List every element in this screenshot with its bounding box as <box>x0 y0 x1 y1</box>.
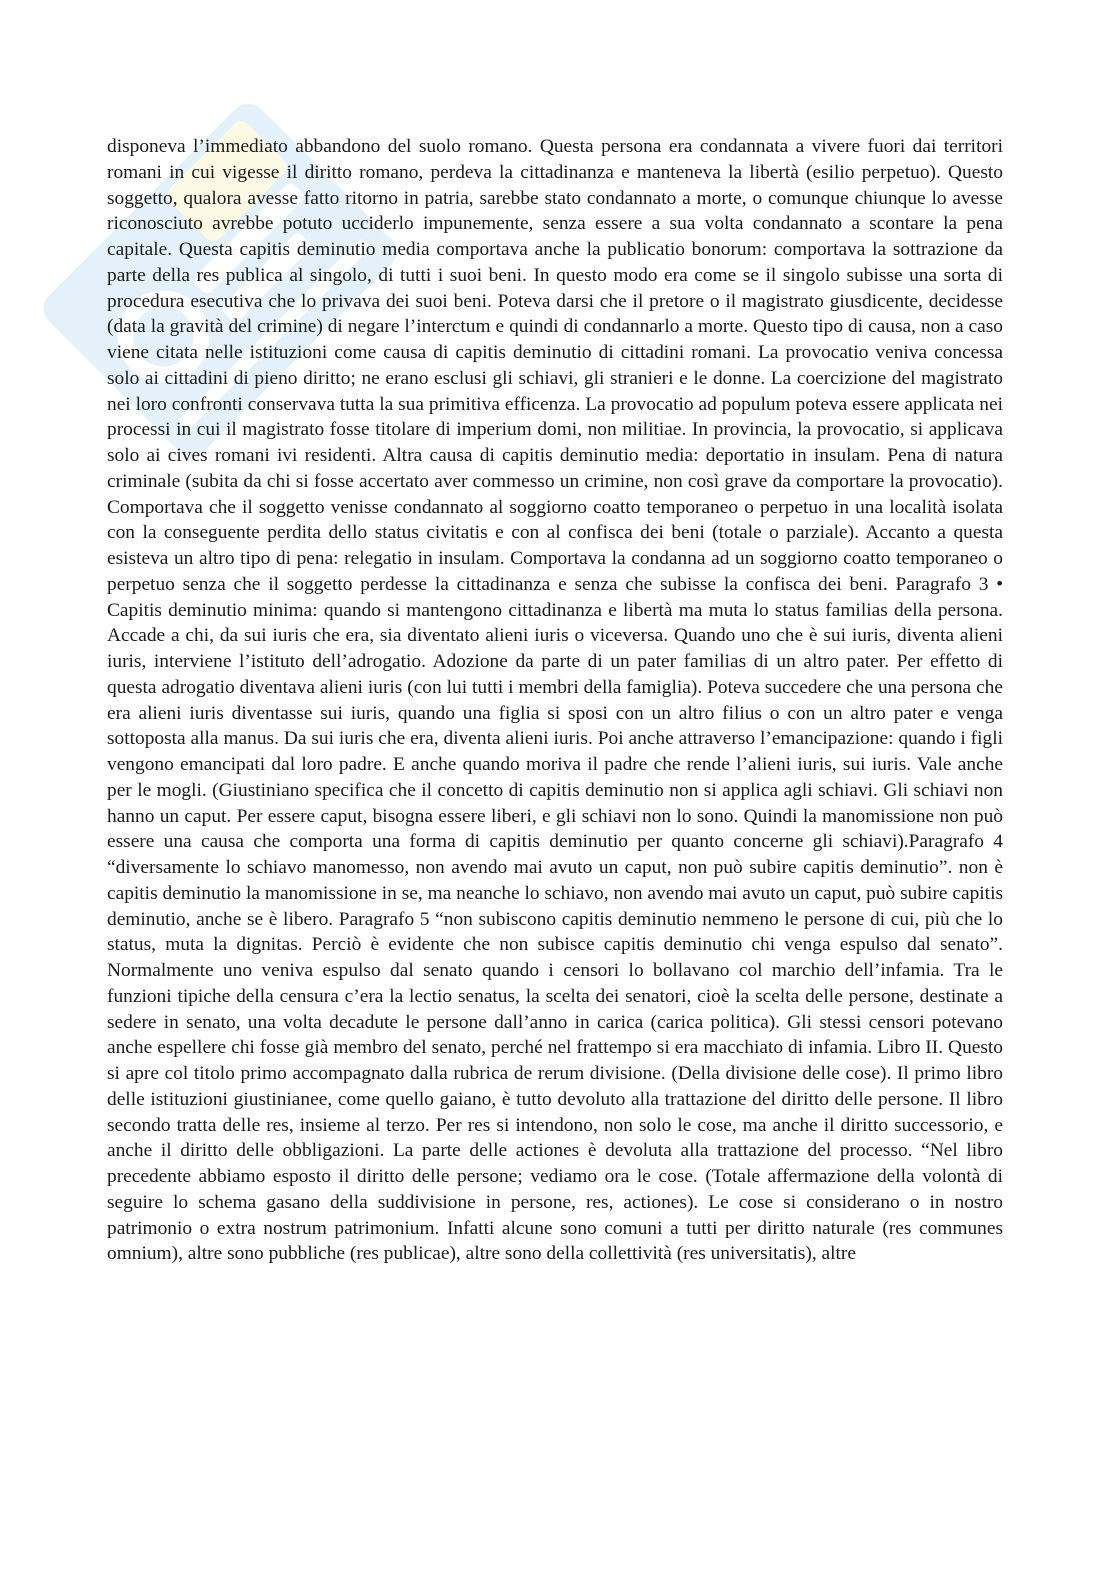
body-paragraph: disponeva l’immediato abbandono del suolo romano. Questa persona era condannata a vivere fuori dai territori romani in cui vigesse il diritto romano, perdeva la cittadinanza e manteneva la libertà (esilio perpetuo). Questo soggetto, qualora avesse fatto ritorno in patria, sarebbe stato condannato a morte, o comunque chiunque lo avesse riconosciuto avrebbe potuto ucciderlo impunemente, senza essere a sua volta condannato a scontare la pena capitale. Questa capitis deminutio media comportava anche la publicatio bonorum: comportava la sottrazione da parte della res publica al singolo, di tutti i suoi beni. In questo modo era come se il singolo subisse una sorta di procedura esecutiva che lo privava dei suoi beni. Poteva darsi che il pretore o il magistrato giusdicente, decidesse (data la gravità del crimine) di negare l’interctum e quindi di condannarlo a morte. Questo tipo di causa, non a caso viene citata nelle istituzioni come causa di capitis deminutio di cittadini romani. La provocatio veniva concessa solo ai cittadini di pieno diritto; ne erano esclusi gli schiavi, gli stranieri e le donne. La coercizione del magistrato nei loro confronti conservava tutta la sua primitiva efficenza. La provocatio ad populum poteva essere applicata nei processi in cui il magistrato fosse titolare di imperium domi, non militiae. In provincia, la provocatio, si applicava solo ai cives romani ivi residenti. Altra causa di capitis deminutio media: deportatio in insulam. Pena di natura criminale (subita da chi si fosse accertato aver commesso un crimine, non così grave da comportare la provocatio). Comportava che il soggetto venisse condannato al soggiorno coatto temporaneo o perpetuo in una località isolata con la conseguente perdita dello status civitatis e con al confisca dei beni (totale o parziale). Accanto a questa esisteva un altro tipo di pena: relegatio in insulam. Comportava la condanna ad un soggiorno coatto temporaneo o perpetuo senza che il soggetto perdesse la cittadinanza e senza che subisse la confisca dei beni. Paragrafo 3 • Capitis deminutio minima: quando si mantengono cittadinanza e libertà ma muta lo status familias della persona. Accade a chi, da sui iuris che era, sia diventato alieni iuris o viceversa. Quando uno che è sui iuris, diventa alieni iuris, interviene l’istituto dell’adrogatio. Adozione da parte di un pater familias di un altro pater. Per effetto di questa adrogatio diventava alieni iuris (con lui tutti i membri della famiglia). Poteva succedere che una persona che era alieni iuris diventasse sui iuris, quando una figlia si sposi con un altro filius o con un altro pater e venga sottoposta alla manus. Da sui iuris che era, diventa alieni iuris. Poi anche attraverso l’emancipazione: quando i figli vengono emancipati dal loro padre. E anche quando moriva il padre che rende l’alieni iuris, sui iuris. Vale anche per le mogli. (Giustiniano specifica che il concetto di capitis deminutio non si applica agli schiavi. Gli schiavi non hanno un caput. Per essere caput, bisogna essere liberi, e gli schiavi non lo sono. Quindi la manomissione non può essere una causa che comporta una forma di capitis deminutio per quanto concerne gli schiavi).Paragrafo 4 “diversamente lo schiavo manomesso, non avendo mai avuto un caput, non può subire capitis deminutio”. non è capitis deminutio la manomissione in se, ma neanche lo schiavo, non avendo mai avuto un caput, può subire capitis deminutio, anche se è libero. Paragrafo 5 “non subiscono capitis deminutio nemmeno le persone di cui, più che lo status, muta la dignitas. Perciò è evidente che non subisce capitis deminutio chi venga espulso dal senato”. Normalmente uno veniva espulso dal senato quando i censori lo bollavano col marchio dell’infamia. Tra le funzioni tipiche della censura c’era la lectio senatus, la scelta dei senatori, cioè la scelta delle persone, destinate a sedere in senato, una volta decadute le persone dall’anno in carica (carica politica). Gli stessi censori potevano anche espellere chi fosse già membro del senato, perché nel frattempo si era macchiato di infamia. Libro II. Questo si apre col titolo primo accompagnato dalla rubrica de rerum divisione. (Della divisione delle cose). Il primo libro delle istituzioni giustinianee, come quello gaiano, è tutto devoluto alla trattazione del diritto delle persone. Il libro secondo tratta delle res, insieme al terzo. Per res si intendono, non solo le cose, ma anche il diritto successorio, e anche il diritto delle obbligazioni. La parte delle actiones è devoluta alla trattazione del processo. “Nel libro precedente abbiamo esposto il diritto delle persone; vediamo ora le cose. (Totale affermazione della volontà di seguire lo schema gasano della suddivisione in persone, res, actiones). Le cose si considerano o in nostro patrimonio o extra nostrum patrimonium. Infatti alcune sono comuni a tutti per diritto naturale (res communes omnium), altre sono pubbliche (res publicae), altre sono della collettività (res universitatis), altre <box>107 136 1003 1265</box>
